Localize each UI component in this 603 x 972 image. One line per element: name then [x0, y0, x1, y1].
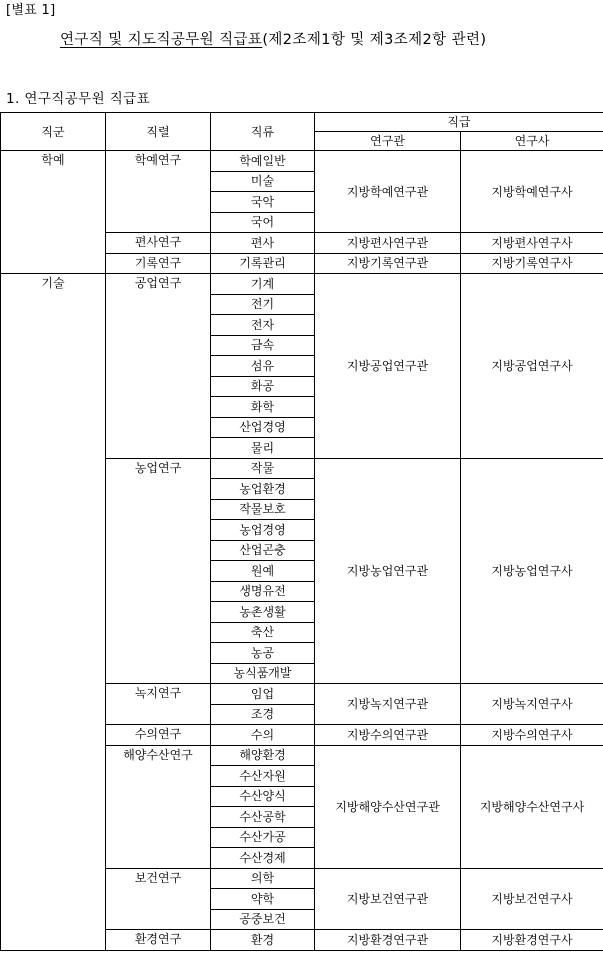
- class-cell: 물리: [211, 438, 315, 459]
- series-cell: 보건연구: [106, 868, 211, 930]
- series-cell: 해양수산연구: [106, 745, 211, 868]
- class-cell: 화학: [211, 397, 315, 418]
- header-class: 직류: [211, 113, 315, 151]
- document-title: [60, 28, 486, 49]
- class-cell: 조경: [211, 704, 315, 725]
- assistant-grade-cell: 지방기록연구사: [461, 253, 603, 274]
- class-cell: 학예일반: [211, 151, 315, 172]
- class-cell: 전자: [211, 315, 315, 336]
- attachment-label: [별표 1]: [6, 3, 56, 18]
- series-cell: 환경연구: [106, 930, 211, 951]
- class-cell: 농업경영: [211, 520, 315, 541]
- assistant-grade-cell: 지방농업연구사: [461, 458, 603, 684]
- series-cell: 기록연구: [106, 253, 211, 274]
- assistant-grade-cell: 지방공업연구사: [461, 274, 603, 459]
- researcher-grade-cell: 지방농업연구관: [315, 458, 461, 684]
- class-cell: 농공: [211, 643, 315, 664]
- class-cell: 기록관리: [211, 253, 315, 274]
- series-cell: 학예연구: [106, 151, 211, 233]
- class-cell: 전기: [211, 294, 315, 315]
- class-cell: 생명유전: [211, 581, 315, 602]
- class-cell: 해양환경: [211, 745, 315, 766]
- researcher-grade-cell: 지방녹지연구관: [315, 684, 461, 725]
- section-title: 1. 연구직공무원 직급표: [6, 91, 151, 107]
- series-cell: 농업연구: [106, 458, 211, 684]
- header-series: 직렬: [106, 113, 211, 151]
- title-main: 연구직 및 지도직공무원 직급표: [60, 32, 263, 48]
- series-cell: 녹지연구: [106, 684, 211, 725]
- table-row: [1, 151, 603, 172]
- class-cell: 산업경영: [211, 417, 315, 438]
- class-cell: 수산경제: [211, 848, 315, 869]
- class-cell: 약학: [211, 889, 315, 910]
- researcher-grade-cell: 지방편사연구관: [315, 233, 461, 254]
- title-reference: (제2조제1항 및 제3조제2항 관련): [262, 32, 487, 48]
- series-cell: 공업연구: [106, 274, 211, 459]
- assistant-grade-cell: 지방녹지연구사: [461, 684, 603, 725]
- class-cell: 수산양식: [211, 786, 315, 807]
- researcher-grade-cell: 지방공업연구관: [315, 274, 461, 459]
- class-cell: 공중보건: [211, 909, 315, 930]
- class-cell: 환경: [211, 930, 315, 951]
- class-cell: 미술: [211, 171, 315, 192]
- class-cell: 기계: [211, 274, 315, 295]
- researcher-grade-cell: 지방수의연구관: [315, 725, 461, 746]
- class-cell: 작물보호: [211, 499, 315, 520]
- class-cell: 국어: [211, 212, 315, 233]
- class-cell: 농식품개발: [211, 663, 315, 684]
- class-cell: 산업곤충: [211, 540, 315, 561]
- class-cell: 금속: [211, 335, 315, 356]
- header-grade: 직급: [315, 113, 603, 132]
- table-row: [1, 274, 603, 295]
- class-cell: 임업: [211, 684, 315, 705]
- class-cell: 편사: [211, 233, 315, 254]
- class-cell: 축산: [211, 622, 315, 643]
- assistant-grade-cell: 지방해양수산연구사: [461, 745, 603, 868]
- grade-table: [0, 112, 603, 951]
- assistant-grade-cell: 지방보건연구사: [461, 868, 603, 930]
- class-cell: 수산자원: [211, 766, 315, 787]
- group-cell: 학예: [1, 151, 106, 274]
- class-cell: 수산공학: [211, 807, 315, 828]
- series-cell: 수의연구: [106, 725, 211, 746]
- class-cell: 화공: [211, 376, 315, 397]
- class-cell: 농업환경: [211, 479, 315, 500]
- header-group: 직군: [1, 113, 106, 151]
- class-cell: 국악: [211, 192, 315, 213]
- class-cell: 수산가공: [211, 827, 315, 848]
- assistant-grade-cell: 지방환경연구사: [461, 930, 603, 951]
- class-cell: 원예: [211, 561, 315, 582]
- class-cell: 수의: [211, 725, 315, 746]
- header-grade-researcher: 연구관: [315, 132, 461, 151]
- assistant-grade-cell: 지방편사연구사: [461, 233, 603, 254]
- researcher-grade-cell: 지방환경연구관: [315, 930, 461, 951]
- class-cell: 작물: [211, 458, 315, 479]
- researcher-grade-cell: 지방학예연구관: [315, 151, 461, 233]
- header-grade-assistant: 연구사: [461, 132, 603, 151]
- researcher-grade-cell: 지방보건연구관: [315, 868, 461, 930]
- assistant-grade-cell: 지방학예연구사: [461, 151, 603, 233]
- assistant-grade-cell: 지방수의연구사: [461, 725, 603, 746]
- researcher-grade-cell: 지방해양수산연구관: [315, 745, 461, 868]
- group-cell: 기술: [1, 274, 106, 951]
- class-cell: 농촌생활: [211, 602, 315, 623]
- researcher-grade-cell: 지방기록연구관: [315, 253, 461, 274]
- class-cell: 의학: [211, 868, 315, 889]
- series-cell: 편사연구: [106, 233, 211, 254]
- class-cell: 섬유: [211, 356, 315, 377]
